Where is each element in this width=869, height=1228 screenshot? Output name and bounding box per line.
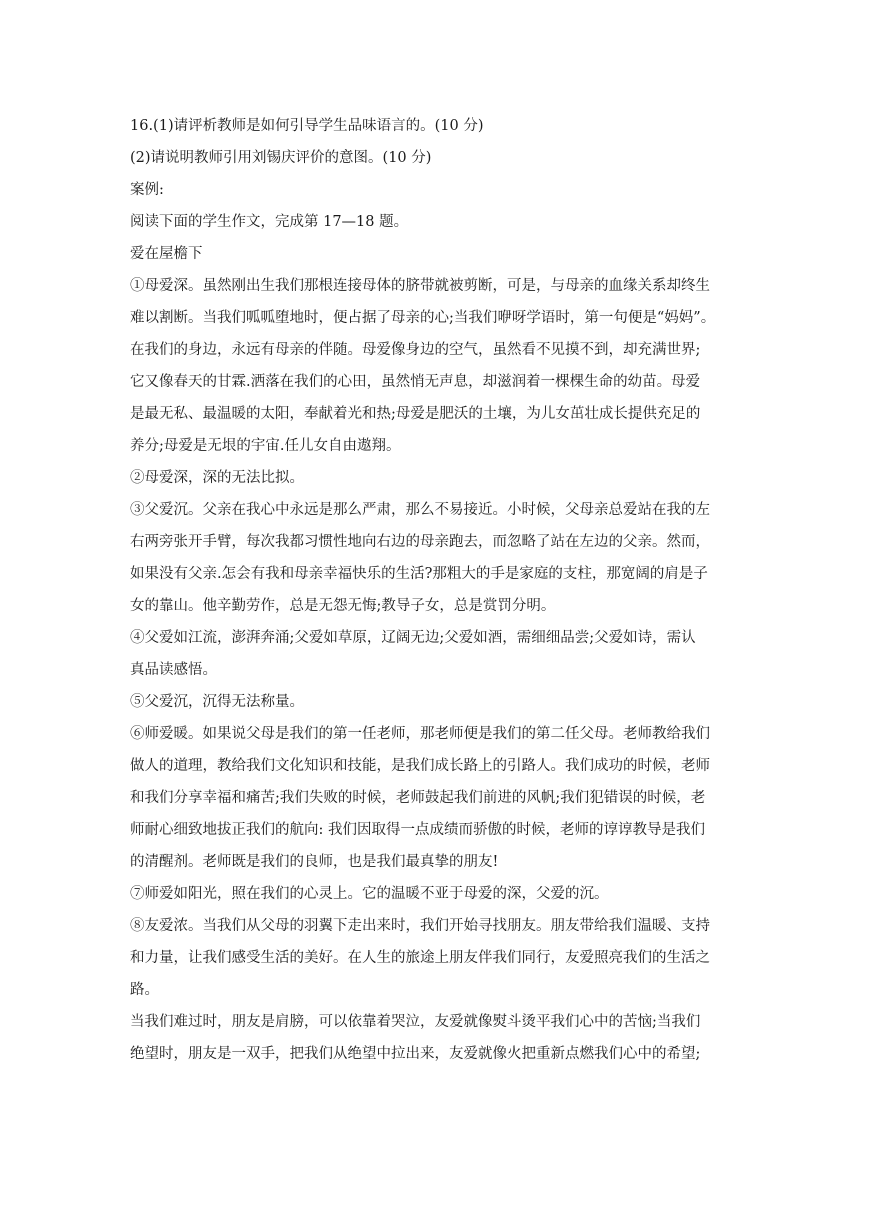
text-line-p9-l2: 绝望时，朋友是一双手，把我们从绝望中拉出来，友爱就像火把重新点燃我们心中的希望; bbox=[130, 1046, 701, 1062]
text-line-p1-l4: 它又像春天的甘霖.洒落在我们的心田，虽然悄无声息，却滋润着一棵棵生命的幼苗。母爱 bbox=[130, 374, 701, 390]
text-line-p1-l3: 在我们的身边，永远有母亲的伴随。母爱像身边的空气，虽然看不见摸不到，却充满世界; bbox=[130, 342, 701, 358]
text-line-p8-l2: 和力量，让我们感受生活的美好。在人生的旅途上朋友伴我们同行，友爱照亮我们的生活之 bbox=[130, 950, 710, 966]
text-line-p1-l1: ①母爱深。虽然刚出生我们那根连接母体的脐带就被剪断，可是，与母亲的血缘关系却终生 bbox=[130, 278, 710, 294]
text-line-q16-1: 16.(1)请评析教师是如何引导学生品味语言的。(10 分) bbox=[130, 118, 484, 134]
text-line-instruction: 阅读下面的学生作文，完成第 17—18 题。 bbox=[130, 214, 409, 230]
text-line-p3-l2: 右两旁张开手臂，每次我都习惯性地向右边的母亲跑去，而忽略了站在左边的父亲。然而， bbox=[130, 534, 710, 550]
text-line-p6-l1: ⑥师爱暖。如果说父母是我们的第一任老师，那老师便是我们的第二任父母。老师教给我们 bbox=[130, 726, 710, 742]
text-line-p3-l4: 女的靠山。他辛勤劳作，总是无怨无悔;教导子女，总是赏罚分明。 bbox=[130, 598, 556, 614]
text-line-p4-l1: ④父爱如江流，澎湃奔涌;父爱如草原，辽阔无边;父爱如酒，需细细品尝;父爱如诗，需认 bbox=[130, 630, 696, 646]
text-line-p6-l5: 的清醒剂。老师既是我们的良师，也是我们最真挚的朋友! bbox=[130, 854, 499, 870]
text-line-p1-l6: 养分;母爱是无垠的宇宙.任儿女自由遨翔。 bbox=[130, 438, 401, 454]
document-body bbox=[130, 110, 740, 1070]
text-line-p8-l3: 路。 bbox=[130, 982, 159, 998]
text-line-p1-l2: 难以割断。当我们呱呱堕地时，便占据了母亲的心;当我们咿呀学语时，第一句便是“妈妈”。 bbox=[130, 310, 716, 326]
text-line-case-label: 案例: bbox=[130, 182, 164, 198]
text-line-p9-l1: 当我们难过时，朋友是肩膀，可以依靠着哭泣，友爱就像熨斗烫平我们心中的苦恼;当我们 bbox=[130, 1014, 701, 1030]
text-line-p3-l1: ③父爱沉。父亲在我心中永远是那么严肃，那么不易接近。小时候，父母亲总爱站在我的左 bbox=[130, 502, 710, 518]
text-line-p1-l5: 是最无私、最温暖的太阳，奉献着光和热;母爱是肥沃的土壤，为儿女茁壮成长提供充足的 bbox=[130, 406, 701, 422]
text-line-p5-l1: ⑤父爱沉，沉得无法称量。 bbox=[130, 694, 304, 710]
text-line-p6-l3: 和我们分享幸福和痛苦;我们失败的时候，老师鼓起我们前进的风帆;我们犯错误的时候，老 bbox=[130, 790, 706, 806]
text-line-p7-l1: ⑦师爱如阳光，照在我们的心灵上。它的温暖不亚于母爱的深，父爱的沉。 bbox=[130, 886, 609, 902]
text-line-p3-l3: 如果没有父亲.怎会有我和母亲幸福快乐的生活?那粗大的手是家庭的支柱，那宽阔的肩是子 bbox=[130, 566, 708, 582]
text-line-p6-l2: 做人的道理，教给我们文化知识和技能，是我们成长路上的引路人。我们成功的时候，老师 bbox=[130, 758, 710, 774]
text-line-p6-l4: 师耐心细致地拔正我们的航向: 我们因取得一点成绩而骄傲的时候，老师的谆谆教导是我们 bbox=[130, 822, 705, 838]
text-line-p2-l1: ②母爱深，深的无法比拟。 bbox=[130, 470, 304, 486]
text-line-q16-2: (2)请说明教师引用刘锡庆评价的意图。(10 分) bbox=[130, 150, 432, 166]
text-line-p4-l2: 真品读感悟。 bbox=[130, 662, 217, 678]
text-line-p8-l1: ⑧友爱浓。当我们从父母的羽翼下走出来时，我们开始寻找朋友。朋友带给我们温暖、支持 bbox=[130, 918, 710, 934]
text-line-essay-title: 爱在屋檐下 bbox=[130, 246, 203, 262]
